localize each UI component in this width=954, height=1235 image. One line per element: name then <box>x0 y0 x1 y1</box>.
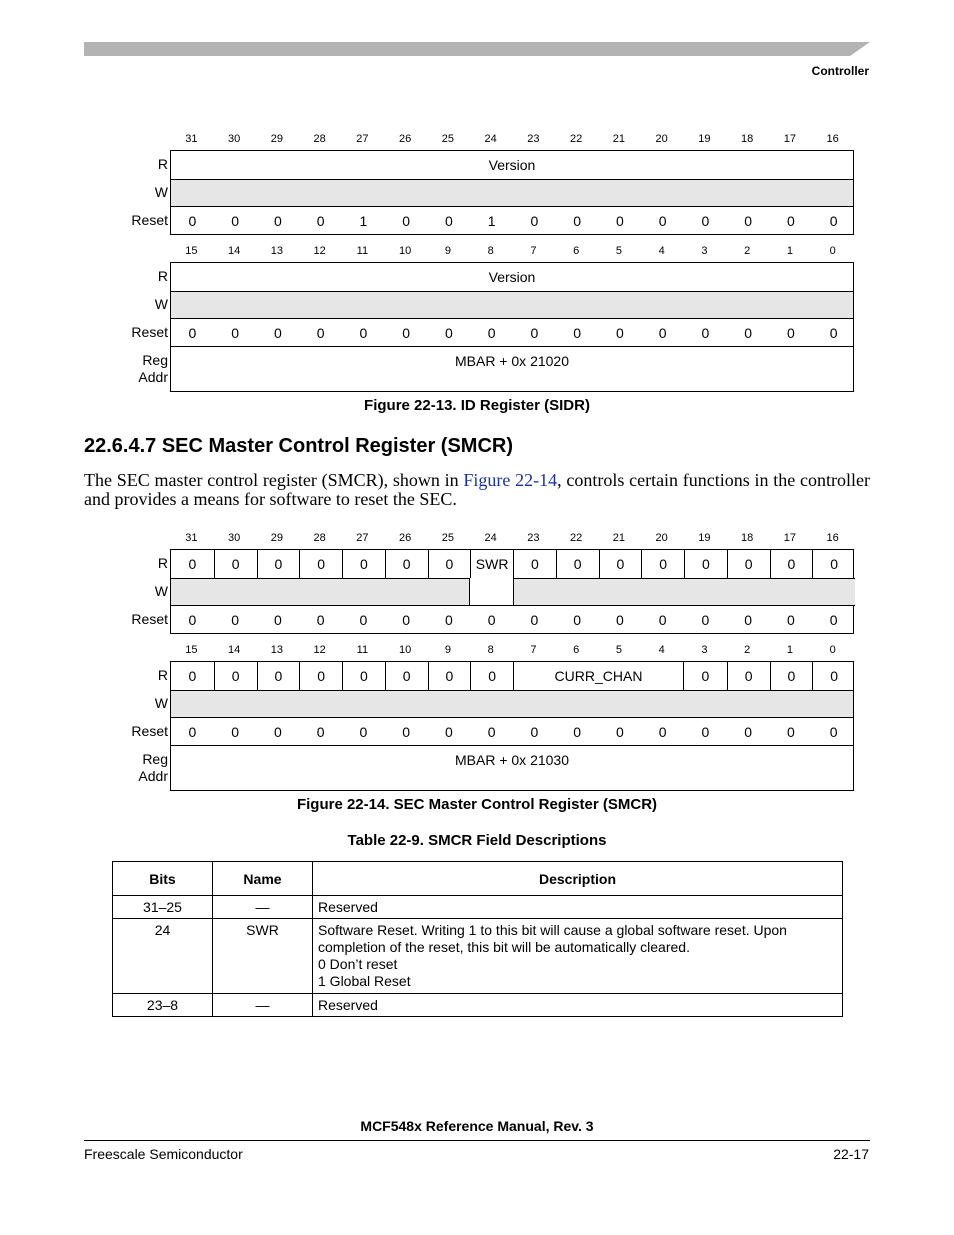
bit-value: 0 <box>530 213 539 229</box>
bit-number: 15 <box>185 245 198 257</box>
bit-value: 0 <box>444 724 453 740</box>
read-bit: 0 <box>513 550 556 578</box>
read-bit: 0 <box>385 550 428 578</box>
bit-number: 25 <box>441 133 454 145</box>
read-bit: 0 <box>299 550 342 578</box>
bit-number: 18 <box>741 532 754 544</box>
read-bit: 0 <box>188 668 197 684</box>
bit-value: 0 <box>658 325 667 341</box>
smcr-field-table <box>112 861 843 1017</box>
bit-value: 0 <box>359 325 368 341</box>
bit-number: 28 <box>313 532 326 544</box>
reset-row-low <box>171 319 853 347</box>
bit-number: 29 <box>270 133 283 145</box>
reset-row-low <box>171 718 853 746</box>
bit-number: 7 <box>530 245 537 257</box>
footer-manual-title: MCF548x Reference Manual, Rev. 3 <box>360 1118 594 1134</box>
row-label-w: W <box>154 296 168 312</box>
bit-number: 14 <box>228 644 241 656</box>
desc-line: Software Reset. Writing 1 to this bit will cause a global software reset. Upon completion of the reset, this bit will be automatically cleared. <box>318 922 787 955</box>
bit-value: 0 <box>316 213 325 229</box>
bit-value: 0 <box>744 724 753 740</box>
row-label-w: W <box>154 184 168 200</box>
bit-value: 0 <box>402 213 411 229</box>
section-heading: 22.6.4.7 SEC Master Control Register (SMCR) <box>84 435 513 457</box>
bit-value: 0 <box>359 724 368 740</box>
footer-divider <box>84 1140 870 1141</box>
bit-value: 0 <box>573 325 582 341</box>
reg-address: MBAR + 0x 21020 <box>454 353 569 369</box>
bit-number: 16 <box>826 532 839 544</box>
bit-value: 0 <box>316 724 325 740</box>
bit-value: 0 <box>744 612 753 628</box>
bit-number: 24 <box>484 532 497 544</box>
bit-number: 24 <box>484 133 497 145</box>
write-row-shaded <box>171 179 853 207</box>
bit-number: 2 <box>744 245 751 257</box>
bit-value: 0 <box>188 325 197 341</box>
read-row-low <box>171 662 853 690</box>
bit-value: 0 <box>273 325 282 341</box>
bit-numbers-high <box>170 133 854 147</box>
field-version-low: Version <box>488 269 536 285</box>
bit-number: 21 <box>612 133 625 145</box>
read-bit: 0 <box>342 662 385 690</box>
read-bit: 0 <box>299 662 342 690</box>
bit-value: 0 <box>316 325 325 341</box>
read-bit: 0 <box>599 550 642 578</box>
bit-number: 28 <box>313 133 326 145</box>
reg-address: MBAR + 0x 21030 <box>454 752 569 768</box>
read-bit: SWR <box>470 550 513 578</box>
bit-number: 1 <box>786 245 793 257</box>
cell-description: Reserved <box>313 896 843 919</box>
bit-number: 23 <box>527 133 540 145</box>
bit-number: 13 <box>270 245 283 257</box>
bit-value: 0 <box>701 325 710 341</box>
cell-name: SWR <box>213 919 313 994</box>
bit-number: 11 <box>356 245 369 257</box>
header-description: Description <box>313 862 843 896</box>
header-bits: Bits <box>113 862 213 896</box>
bit-number: 13 <box>270 644 283 656</box>
bit-number: 19 <box>698 532 711 544</box>
bit-value: 0 <box>658 213 667 229</box>
bit-value: 0 <box>530 325 539 341</box>
bit-value: 0 <box>658 612 667 628</box>
bit-number: 14 <box>228 245 241 257</box>
bit-number: 6 <box>573 644 580 656</box>
bit-value: 0 <box>402 325 411 341</box>
bit-value: 0 <box>530 724 539 740</box>
bit-value: 0 <box>786 612 795 628</box>
bit-value: 0 <box>487 325 496 341</box>
page-number: 22-17 <box>833 1146 869 1162</box>
bit-number: 6 <box>573 245 580 257</box>
bit-number: 9 <box>444 644 451 656</box>
read-bit: 0 <box>214 662 257 690</box>
table-row <box>113 919 843 994</box>
cell-description: Reserved <box>313 994 843 1017</box>
bit-number: 12 <box>313 245 326 257</box>
bit-number: 27 <box>356 532 369 544</box>
bit-number: 26 <box>399 532 412 544</box>
bit-value: 0 <box>188 724 197 740</box>
bit-value: 0 <box>273 724 282 740</box>
read-bit: 0 <box>770 662 813 690</box>
bit-value: 0 <box>444 325 453 341</box>
read-bit: 0 <box>428 662 471 690</box>
read-bit: 0 <box>770 550 813 578</box>
bit-value: 0 <box>786 325 795 341</box>
bit-number: 3 <box>701 644 708 656</box>
bit-value: 0 <box>487 612 496 628</box>
read-bit: 0 <box>812 662 855 690</box>
bit-number: 27 <box>356 133 369 145</box>
write-row-shaded <box>171 690 853 718</box>
bit-value: 0 <box>786 213 795 229</box>
write-swr-bottom <box>470 578 513 606</box>
cell-name: — <box>213 896 313 919</box>
read-bit: 0 <box>641 550 684 578</box>
sidr-register-figure <box>84 130 870 400</box>
bit-value: 0 <box>829 612 838 628</box>
read-bit: 0 <box>428 550 471 578</box>
bit-value: 0 <box>615 724 624 740</box>
bit-number: 15 <box>185 644 198 656</box>
bit-value: 1 <box>487 213 496 229</box>
read-bit: 0 <box>812 550 855 578</box>
bit-value: 0 <box>658 724 667 740</box>
bit-number: 20 <box>655 133 668 145</box>
figure-caption: Figure 22-13. ID Register (SIDR) <box>364 397 590 414</box>
bit-value: 0 <box>316 612 325 628</box>
bit-number: 11 <box>356 644 369 656</box>
bit-number: 26 <box>399 133 412 145</box>
bit-value: 1 <box>359 213 368 229</box>
bit-number: 31 <box>185 532 198 544</box>
bit-number: 9 <box>444 245 451 257</box>
bit-value: 0 <box>744 325 753 341</box>
table-row <box>113 896 843 919</box>
bit-value: 0 <box>402 724 411 740</box>
row-label-addr: Addr <box>138 768 168 784</box>
row-label-reset: Reset <box>131 611 168 627</box>
read-bit: 0 <box>727 662 770 690</box>
sidr-high-grid <box>170 150 854 235</box>
bit-number: 16 <box>826 133 839 145</box>
bit-number: 12 <box>313 644 326 656</box>
bit-numbers-low <box>170 644 854 658</box>
row-label-reset: Reset <box>131 324 168 340</box>
bit-value: 0 <box>359 612 368 628</box>
bit-value: 0 <box>701 213 710 229</box>
bit-value: 0 <box>744 213 753 229</box>
bit-number: 5 <box>615 245 622 257</box>
bit-number: 22 <box>570 532 583 544</box>
row-label-reg: Reg <box>142 352 168 368</box>
row-label-w: W <box>154 583 168 599</box>
bit-number: 8 <box>487 245 494 257</box>
row-label-r: R <box>157 268 168 284</box>
bit-value: 0 <box>188 612 197 628</box>
bit-number: 20 <box>655 532 668 544</box>
read-bit: 0 <box>342 550 385 578</box>
bit-value: 0 <box>829 325 838 341</box>
cell-bits: 31–25 <box>113 896 213 919</box>
bit-value: 0 <box>573 612 582 628</box>
cell-bits: 23–8 <box>113 994 213 1017</box>
bit-number: 18 <box>741 133 754 145</box>
reset-row-high <box>171 207 853 235</box>
reset-row-high <box>171 606 853 634</box>
para-text-before: The SEC master control register (SMCR), shown in <box>84 470 464 490</box>
bit-numbers-high <box>170 532 854 546</box>
smcr-high-grid <box>170 549 854 634</box>
bit-number: 17 <box>783 532 796 544</box>
bit-number: 4 <box>658 644 665 656</box>
figure-link[interactable]: Figure 22-14 <box>463 470 558 490</box>
read-bit: 0 <box>385 662 428 690</box>
write-row-shaded <box>171 291 853 319</box>
read-bit: 0 <box>257 662 300 690</box>
bit-value: 0 <box>231 612 240 628</box>
bit-value: 0 <box>701 612 710 628</box>
bit-number: 17 <box>783 133 796 145</box>
bit-value: 0 <box>829 724 838 740</box>
bit-number: 30 <box>228 133 241 145</box>
bit-number: 2 <box>744 644 751 656</box>
bit-value: 0 <box>573 724 582 740</box>
read-bit: 0 <box>470 662 513 690</box>
header-name: Name <box>213 862 313 896</box>
bit-number: 3 <box>701 245 708 257</box>
figure-caption: Figure 22-14. SEC Master Control Register (SMCR) <box>296 796 658 813</box>
bit-number: 4 <box>658 245 665 257</box>
row-label-r: R <box>157 156 168 172</box>
write-shaded-right <box>513 578 855 606</box>
bit-number: 5 <box>615 644 622 656</box>
write-shaded-left <box>171 578 470 606</box>
bit-number: 8 <box>487 644 494 656</box>
bit-value: 0 <box>786 724 795 740</box>
bit-number: 10 <box>399 644 412 656</box>
bit-value: 0 <box>188 213 197 229</box>
bit-value: 0 <box>444 213 453 229</box>
write-row-high <box>171 578 853 606</box>
smcr-low-grid <box>170 661 854 791</box>
bit-number: 23 <box>527 532 540 544</box>
row-label-reset: Reset <box>131 212 168 228</box>
bit-numbers-low <box>170 245 854 259</box>
bit-number: 1 <box>786 644 793 656</box>
bit-value: 0 <box>487 724 496 740</box>
row-label-addr: Addr <box>138 369 168 385</box>
read-row-high <box>171 550 853 578</box>
bit-value: 0 <box>829 213 838 229</box>
read-bit: 0 <box>701 668 710 684</box>
field-version-high: Version <box>488 157 536 173</box>
table-row <box>113 994 843 1017</box>
cell-name: — <box>213 994 313 1017</box>
read-bit: 0 <box>727 550 770 578</box>
sidr-low-grid <box>170 262 854 392</box>
read-bit: 0 <box>684 550 727 578</box>
bit-number: 19 <box>698 133 711 145</box>
bit-value: 0 <box>615 612 624 628</box>
bit-number: 30 <box>228 532 241 544</box>
bit-value: 0 <box>701 724 710 740</box>
table-header-row <box>113 862 843 896</box>
header-bar <box>84 42 870 56</box>
bit-number: 31 <box>185 133 198 145</box>
table-title: Table 22-9. SMCR Field Descriptions <box>347 832 607 849</box>
row-label-reg: Reg <box>142 751 168 767</box>
bit-value: 0 <box>273 213 282 229</box>
bit-value: 0 <box>615 213 624 229</box>
desc-line: 1 Global Reset <box>318 973 411 989</box>
bit-number: 22 <box>570 133 583 145</box>
read-bit: 0 <box>257 550 300 578</box>
bit-number: 7 <box>530 644 537 656</box>
row-label-w: W <box>154 695 168 711</box>
header-section-title: Controller <box>811 64 869 78</box>
row-label-reset: Reset <box>131 723 168 739</box>
bit-number: 29 <box>270 532 283 544</box>
bit-number: 10 <box>399 245 412 257</box>
bit-value: 0 <box>231 724 240 740</box>
cell-description <box>313 919 843 994</box>
row-label-r: R <box>157 667 168 683</box>
bit-value: 0 <box>573 213 582 229</box>
bit-number: 21 <box>612 532 625 544</box>
read-bit: 0 <box>214 550 257 578</box>
section-paragraph <box>84 471 870 509</box>
smcr-register-figure <box>84 529 870 799</box>
para-text-after: , controls certain functions in the controller and provides a means for software to reset the SEC. <box>84 470 870 509</box>
bit-value: 0 <box>231 325 240 341</box>
read-bit: 0 <box>556 550 599 578</box>
field-curr-chan: CURR_CHAN <box>513 662 684 690</box>
bit-value: 0 <box>615 325 624 341</box>
bit-value: 0 <box>231 213 240 229</box>
bit-number: 0 <box>829 644 836 656</box>
footer-company: Freescale Semiconductor <box>84 1146 243 1162</box>
bit-value: 0 <box>530 612 539 628</box>
cell-bits: 24 <box>113 919 213 994</box>
bit-number: 25 <box>441 532 454 544</box>
bit-value: 0 <box>402 612 411 628</box>
bit-value: 0 <box>273 612 282 628</box>
bit-value: 0 <box>444 612 453 628</box>
desc-line: 0 Don’t reset <box>318 956 398 972</box>
bit-number: 0 <box>829 245 836 257</box>
read-bit: 0 <box>188 556 197 572</box>
row-label-r: R <box>157 555 168 571</box>
